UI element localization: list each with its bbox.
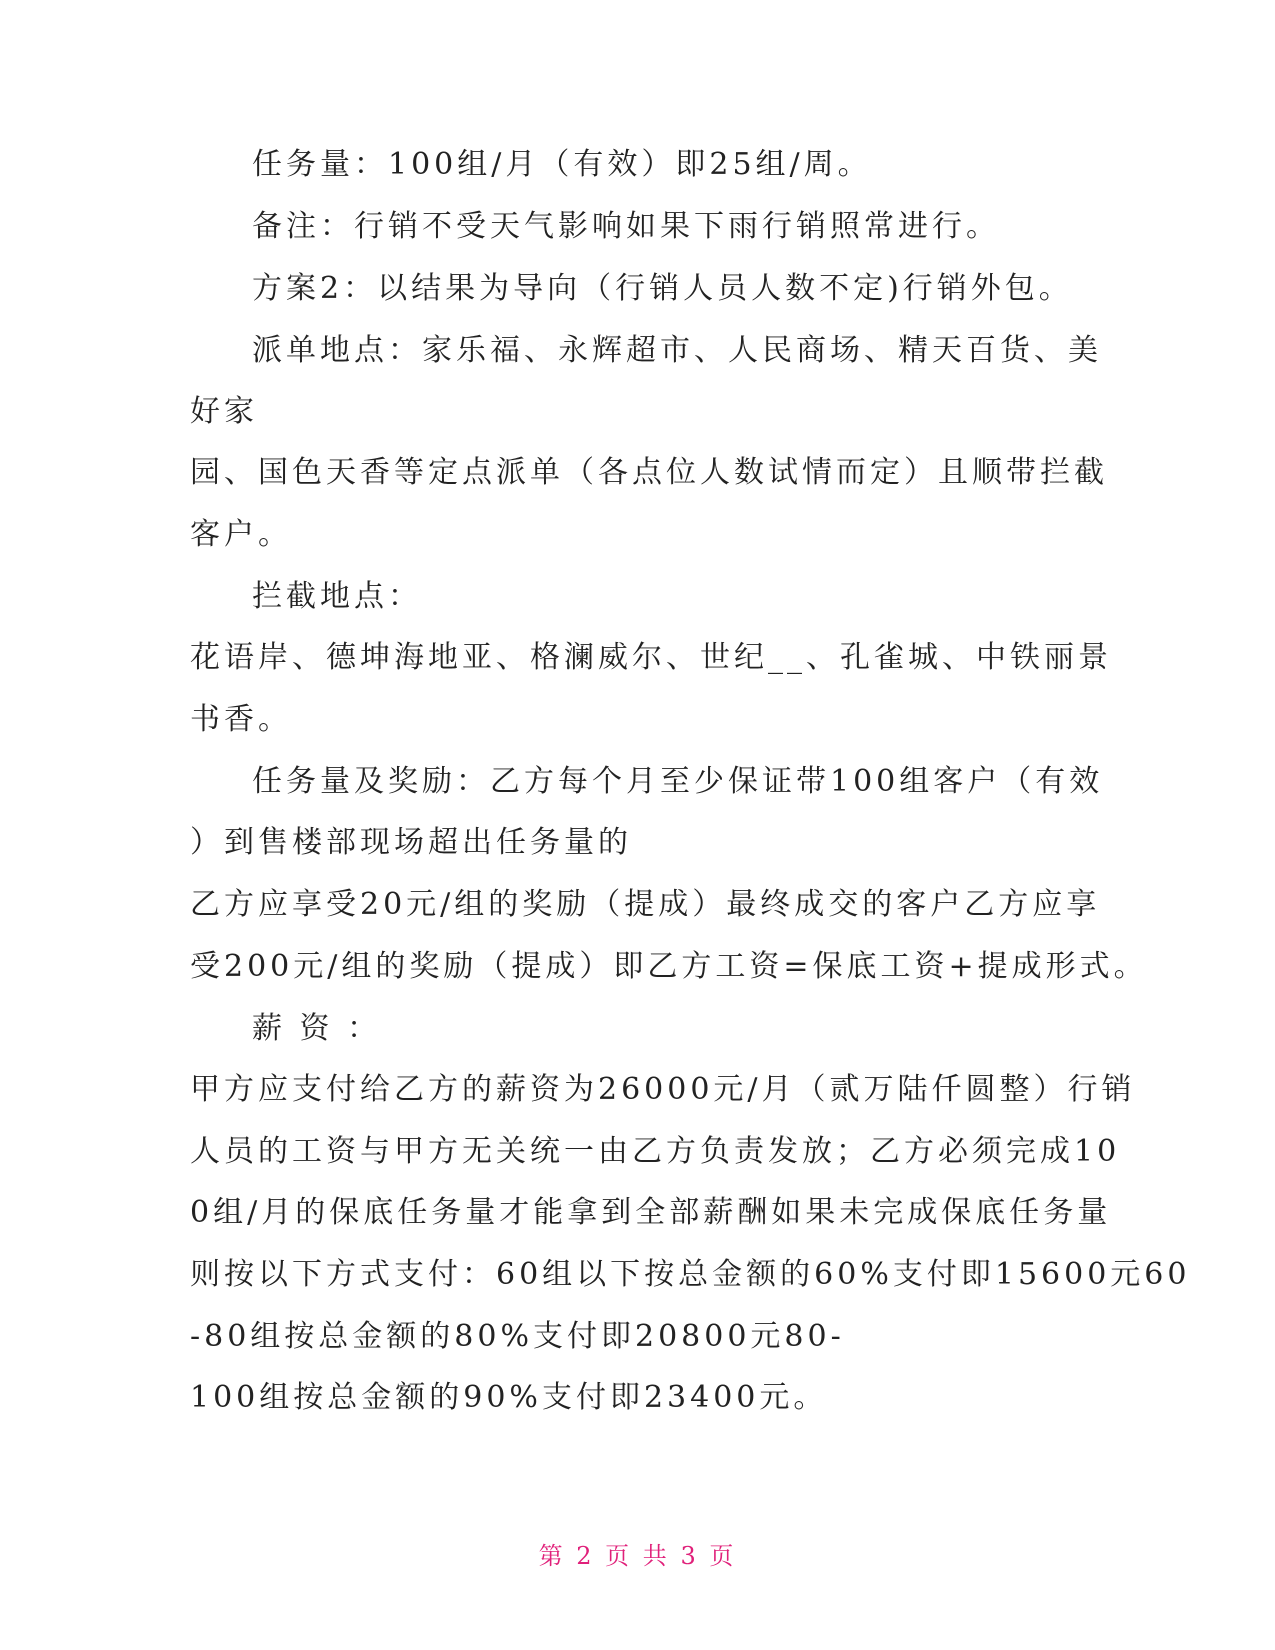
paragraph-salary-heading: 薪 资 ： [252,1011,382,1046]
paragraph-reward-line-2: ）到售楼部现场超出任务量的 [190,825,632,860]
paragraph-salary-line-5: -80组按总金额的80%支付即20800元80- [190,1319,845,1354]
paragraph-salary-line-1: 甲方应支付给乙方的薪资为26000元/月（贰万陆仟圆整）行销 [190,1072,1136,1107]
page-number-footer: 第 2 页 共 3 页 [538,1542,737,1570]
paragraph-salary-line-2: 人员的工资与甲方无关统一由乙方负责发放；乙方必须完成10 [190,1134,1121,1169]
paragraph-intercept-locations-line-2: 书香。 [190,702,292,737]
paragraph-intercept-locations-line-1: 花语岸、德坤海地亚、格澜威尔、世纪__、孔雀城、中铁丽景 [190,640,1112,675]
paragraph-salary-line-6: 100组按总金额的90%支付即23400元。 [190,1380,828,1415]
paragraph-flyer-locations-line-2: 好家 [190,394,258,429]
paragraph-reward-line-3: 乙方应享受20元/组的奖励（提成）最终成交的客户乙方应享 [190,887,1101,922]
paragraph-flyer-locations-line-3: 园、国色天香等定点派单（各点位人数试情而定）且顺带拦截 [190,455,1108,490]
paragraph-salary-line-4: 则按以下方式支付：60组以下按总金额的60%支付即15600元60 [190,1257,1191,1292]
paragraph-salary-line-3: 0组/月的保底任务量才能拿到全部薪酬如果未完成保底任务量 [190,1195,1112,1230]
paragraph-reward-line-1: 任务量及奖励：乙方每个月至少保证带100组客户（有效 [252,764,1104,799]
paragraph-plan-2: 方案2：以结果为导向（行销人员人数不定)行销外包。 [252,271,1073,306]
paragraph-remark: 备注：行销不受天气影响如果下雨行销照常进行。 [252,209,1000,244]
paragraph-flyer-locations-line-1: 派单地点：家乐福、永辉超市、人民商场、精天百货、美 [252,333,1102,368]
paragraph-reward-line-4: 受200元/组的奖励（提成）即乙方工资=保底工资+提成形式。 [190,949,1148,984]
paragraph-flyer-locations-line-4: 客户。 [190,517,292,552]
paragraph-task-volume: 任务量：100组/月（有效）即25组/周。 [252,147,872,182]
paragraph-intercept-locations-heading: 拦截地点： [252,579,422,614]
